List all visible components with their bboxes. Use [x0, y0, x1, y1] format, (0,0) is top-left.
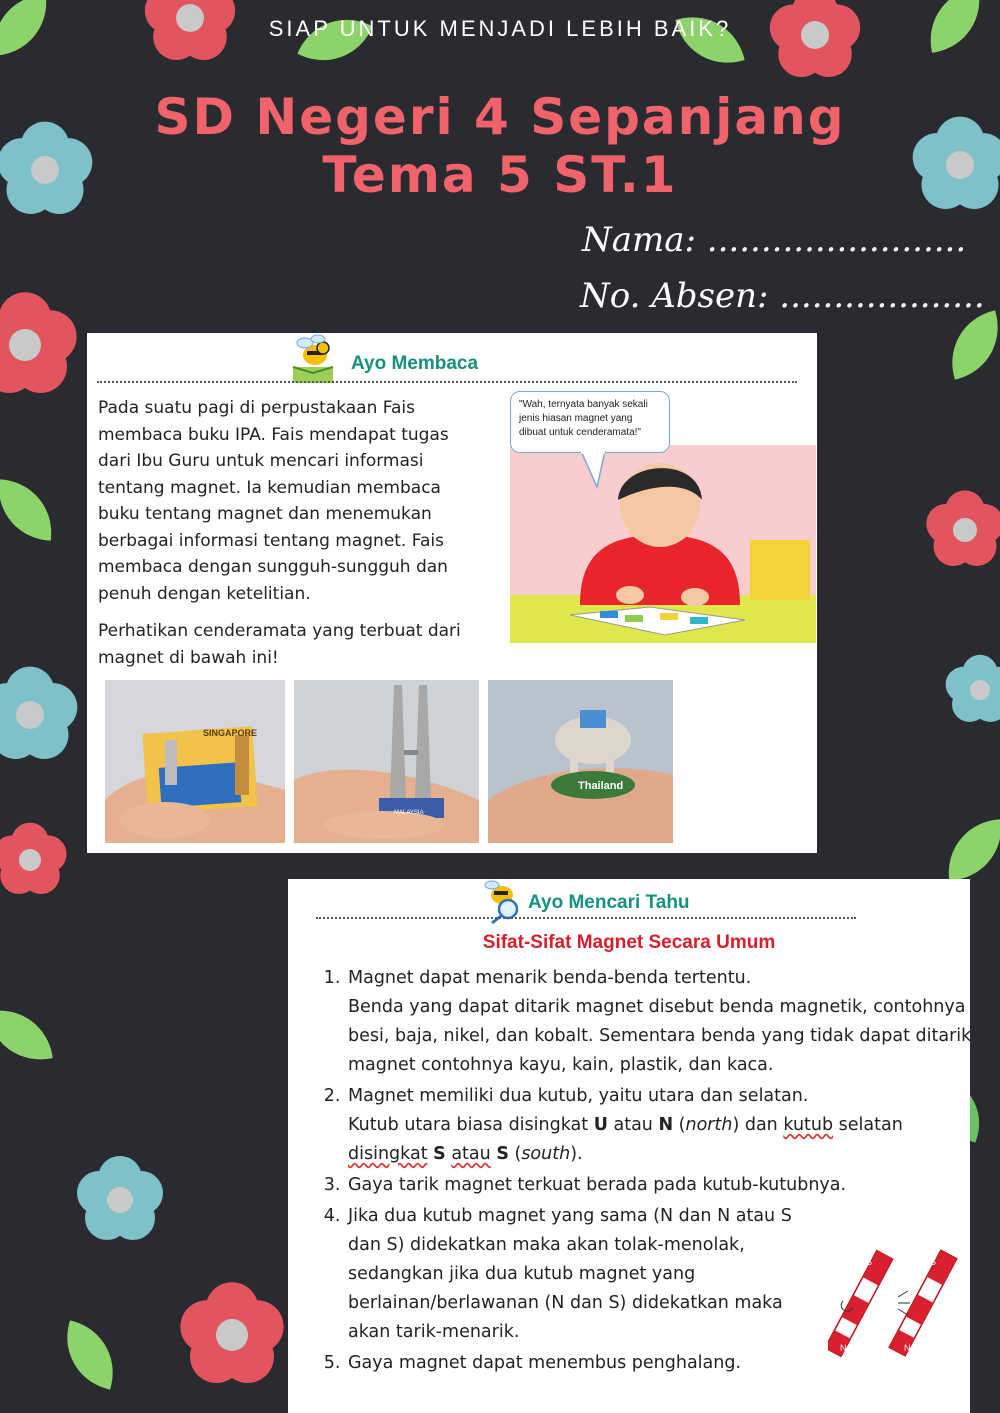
tagline: SIAP UNTUK MENJADI LEBIH BAIK? [268, 16, 732, 41]
boy-reading-illustration [510, 445, 816, 643]
souvenir-photo-singapore [105, 680, 285, 843]
magnet-label: S [930, 1257, 937, 1267]
list-item: 2. Magnet memiliki dua kutub, yaitu utara dan selatan. Kutub utara biasa disingkat U atau N (north) dan kutub selatan disingkat S atau S (south). [346, 1082, 986, 1169]
magnet-label: N [904, 1343, 911, 1353]
dotted-divider [316, 917, 856, 919]
theme-subtitle: Tema 5 ST.1 [322, 146, 678, 204]
list-item: 5. Gaya magnet dapat menembus penghalang. [346, 1349, 986, 1378]
souvenir-photo-malaysia [294, 680, 479, 843]
reading-title: Ayo Membaca [351, 353, 479, 374]
list-item: 1. Magnet dapat menarik benda-benda tertentu. Benda yang dapat ditarik magnet disebut benda magnetik, contohnya besi, baja, nikel, dan kobalt. Sementara benda yang tidak dapat ditarik magnet contohnya kayu, kain, plastik, dan kaca. [346, 964, 986, 1080]
school-name: SD Negeri 4 Sepanjang [154, 88, 846, 146]
name-field[interactable]: Nama: ........................ [582, 220, 967, 260]
instruction-paragraph: Perhatikan cenderamata yang terbuat dari magnet di bawah ini! [98, 621, 461, 668]
research-subtitle: Sifat-Sifat Magnet Secara Umum [482, 932, 776, 953]
photo-caption: SINGAPORE [203, 728, 258, 738]
list-item: 4. Jika dua kutub magnet yang sama (N dan N atau S dan S) didekatkan maka akan tolak-menolak, sedangkan jika dua kutub magnet yang berlainan/berlawanan (N dan S) didekatkan maka akan tarik-menarik. [346, 1202, 803, 1347]
magnet-poles-illustration [828, 1243, 958, 1363]
dotted-divider [97, 381, 797, 383]
speech-bubble-tail [579, 451, 609, 491]
reading-card [87, 333, 817, 853]
list-item: 3. Gaya tarik magnet terkuat berada pada kutub-kutubnya. [346, 1171, 986, 1200]
souvenir-photo-thailand [488, 680, 673, 843]
research-title: Ayo Mencari Tahu [528, 892, 690, 913]
photo-caption: MALAYSIA [394, 810, 424, 816]
school-title [0, 88, 1000, 204]
reading-paragraph: Pada suatu pagi di perpustakaan Fais membaca buku IPA. Fais mendapat tugas dari Ibu Guru untuk mencari informasi tentang magnet. Ia kemudian membaca buku tentang magnet dan menemukan berbagai informasi tentang magnet. Fais membaca dengan sungguh-sungguh dan penuh dengan ketelitian. [98, 398, 449, 604]
research-card [288, 879, 970, 1413]
absen-field[interactable]: No. Absen: ................... [580, 276, 985, 316]
magnet-label: S [866, 1257, 873, 1267]
magnet-label: N [840, 1343, 847, 1353]
photo-caption: Thailand [578, 780, 624, 792]
speech-bubble: "Wah, ternyata banyak sekali jenis hiasan magnet yang dibuat untuk cenderamata!" [510, 391, 670, 453]
